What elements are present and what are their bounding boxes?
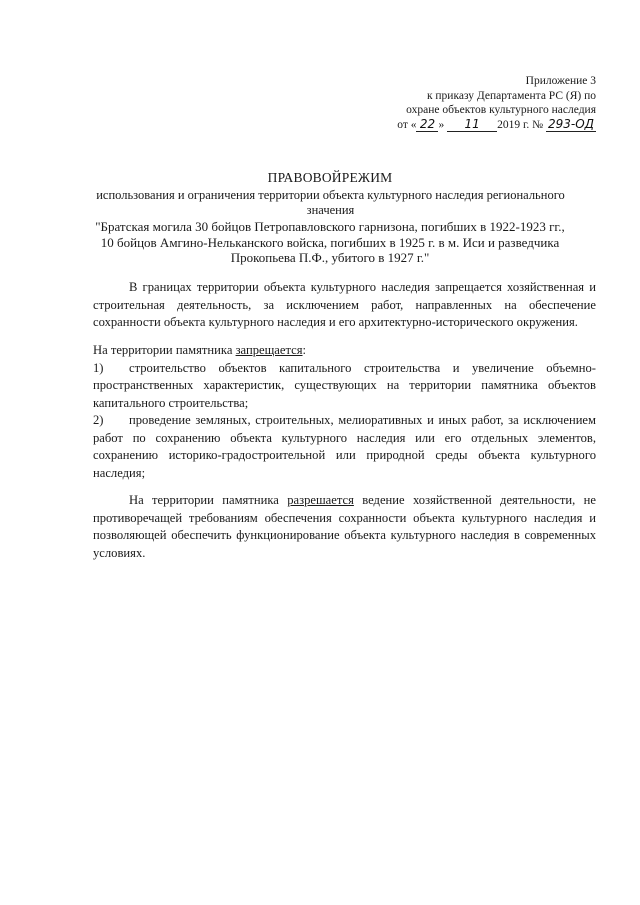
month-field <box>447 118 497 132</box>
prohibited-item <box>93 360 596 413</box>
day-field <box>416 118 438 132</box>
document-title: ПРАВОВОЙРЕЖИМ <box>267 170 393 185</box>
document-subtitle: использования и ограничения территории объекта культурного наследия регионального значения <box>96 188 565 217</box>
paragraph-boundaries: В границах территории объекта культурного наследия запрещается хозяйственная и строительная деятельность, за исключением работ, направленных на обеспечение сохранности объекта культурного наследия и его архитектурно-исторического окружения. <box>93 280 596 329</box>
item-text: проведение земляных, строительных, мелиоративных и иных работ, за исключением работ по сохранению объекта культурного наследия или его отдельных элементов, сохранению историко-градостроительной или природной среды объекта культурного наследия; <box>93 413 596 480</box>
prohibited-lead: На территории памятника запрещается: <box>93 343 307 357</box>
month-handwritten: 11 <box>464 116 480 131</box>
order-reference: к приказу Департамента РС (Я) по <box>426 89 596 102</box>
appendix-label: Приложение 3 <box>525 75 596 87</box>
object-name: "Братская могила 30 бойцов Петропавловского гарнизона, погибших в 1922-1923 гг., 10 бойцов Амгино-Нельканского войска, погибших в 1925 г. в м. Иси и разведчика Прокопьева П.Ф., убитого в 1927 г." <box>95 219 565 265</box>
prohibited-item <box>93 412 596 482</box>
number-handwritten: 293-ОД <box>547 116 595 131</box>
date-prefix: от « <box>397 118 417 131</box>
item-text: строительство объектов капитального строительства и увеличение объемно-пространственных характеристик, существующих на территории памятника объектов капитального строительства; <box>93 360 596 410</box>
prohibited-keyword: запрещается <box>235 343 303 357</box>
permitted-keyword: разрешается <box>287 493 354 507</box>
order-date-number <box>336 118 596 133</box>
number-field <box>546 118 596 132</box>
item-number: 1) <box>93 360 104 375</box>
prohibited-section <box>93 342 596 482</box>
day-handwritten: 22 <box>419 116 436 131</box>
appendix-header <box>336 74 596 132</box>
item-number: 2) <box>93 413 104 427</box>
permitted-section: На территории памятника разрешается ведение хозяйственной деятельности, не противоречащей требованиям обеспечения сохранности объекта культурного наследия и позволяющей обеспечить функционирование объекта культурного наследия в современных условиях. <box>93 493 596 560</box>
year-number-label: 2019 г. № <box>497 118 544 131</box>
day-close: » <box>438 118 445 131</box>
department-name: охране объектов культурного наследия <box>406 104 596 116</box>
